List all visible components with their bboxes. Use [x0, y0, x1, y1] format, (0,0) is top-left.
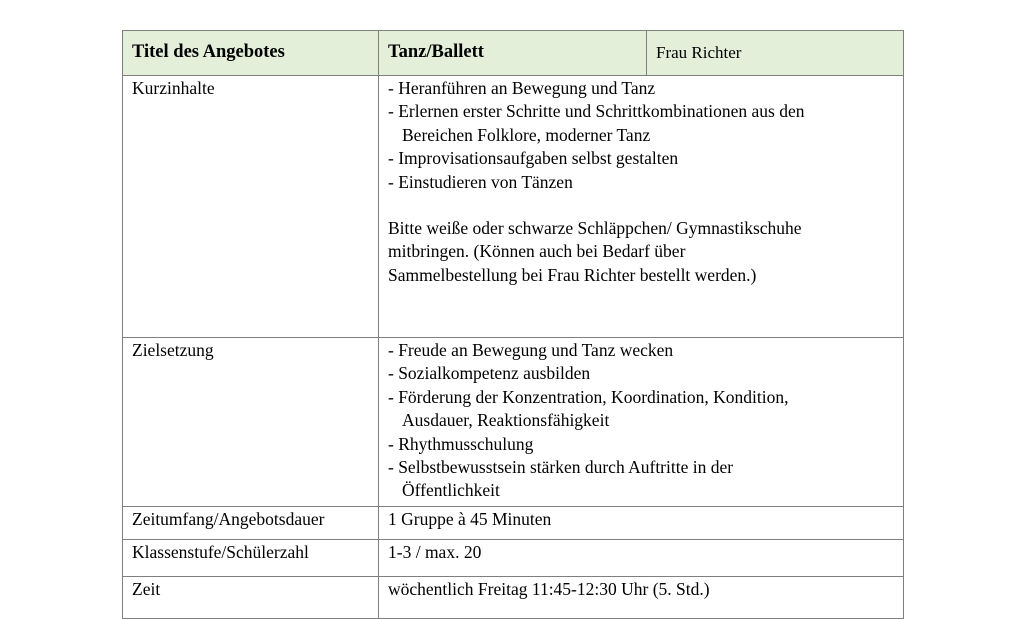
zeitumfang-value: 1 Gruppe à 45 Minuten: [379, 507, 904, 540]
offer-name: Tanz/Ballett: [379, 31, 647, 76]
klassenstufe-value: 1-3 / max. 20: [379, 540, 904, 577]
zeit-label: Zeit: [123, 577, 379, 619]
header-row: [123, 31, 904, 76]
list-item: - Rhythmusschulung: [388, 433, 534, 454]
kurzinhalte-content: [379, 76, 904, 338]
zeit-value: wöchentlich Freitag 11:45-12:30 Uhr (5. Std.): [379, 577, 904, 619]
note-line: Sammelbestellung bei Frau Richter bestellt werden.): [388, 264, 757, 285]
zeitumfang-label: Zeitumfang/Angebotsdauer: [123, 507, 379, 540]
list-item: - Erlernen erster Schritte und Schrittkombinationen aus den: [388, 101, 805, 122]
klassenstufe-label: Klassenstufe/Schülerzahl: [123, 540, 379, 577]
note-line: mitbringen. (Können auch bei Bedarf über: [388, 241, 686, 262]
row-klassenstufe: [123, 540, 904, 577]
title-label: Titel des Angebotes: [123, 31, 379, 76]
list-item: - Sozialkompetenz ausbilden: [388, 363, 591, 384]
list-item: - Heranführen an Bewegung und Tanz: [388, 78, 656, 98]
kurzinhalte-label: Kurzinhalte: [123, 76, 379, 338]
row-zeitumfang: [123, 507, 904, 540]
list-item: - Freude an Bewegung und Tanz wecken: [388, 340, 674, 360]
row-zielsetzung: [123, 338, 904, 507]
list-item: - Selbstbewusstsein stärken durch Auftritte in der: [388, 457, 734, 478]
list-item-continuation: Öffentlichkeit: [402, 480, 500, 501]
list-item-continuation: Bereichen Folklore, moderner Tanz: [402, 124, 651, 145]
teacher-name: Frau Richter: [647, 31, 904, 76]
list-item: - Improvisationsaufgaben selbst gestalten: [388, 148, 679, 169]
zielsetzung-content: [379, 338, 904, 507]
list-item: - Einstudieren von Tänzen: [388, 171, 573, 192]
zielsetzung-label: Zielsetzung: [123, 338, 379, 507]
row-kurzinhalte: [123, 76, 904, 338]
offer-table: [122, 30, 904, 619]
list-item-continuation: Ausdauer, Reaktionsfähigkeit: [402, 410, 610, 431]
note-line: Bitte weiße oder schwarze Schläppchen/ Gymnastikschuhe: [388, 218, 802, 239]
row-zeit: [123, 577, 904, 619]
list-item: - Förderung der Konzentration, Koordination, Kondition,: [388, 386, 789, 407]
spacer: [388, 194, 895, 217]
